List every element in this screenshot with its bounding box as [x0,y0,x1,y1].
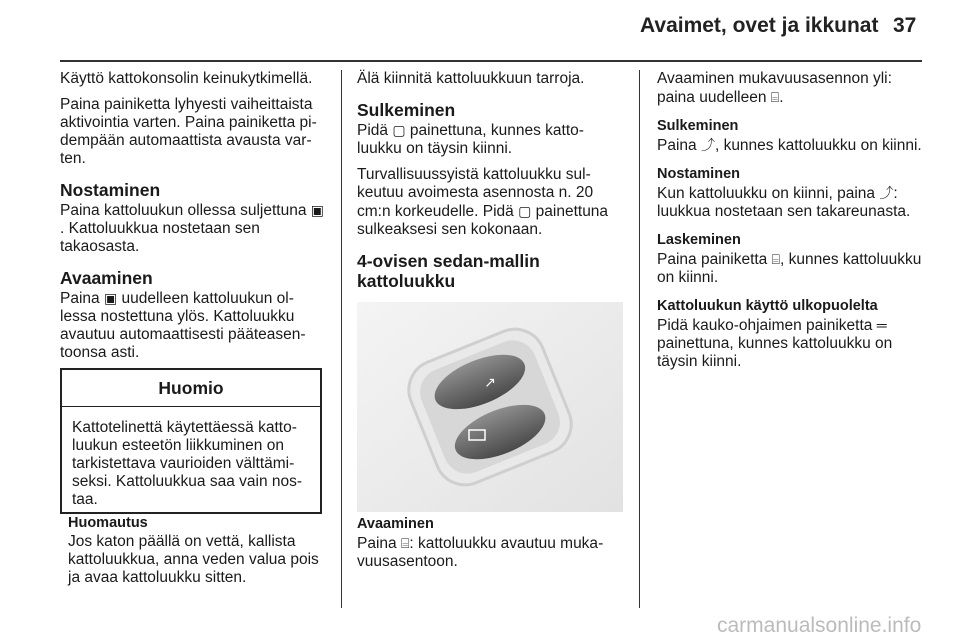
paragraph-safety: Turvallisuussyistä kattoluukku sulkeutuu avoimesta asennosta n. 20 cm:n korkeudelle. Pidä ▢ painettuna sulkeaksesi sen kokonaan. [357,166,609,238]
paragraph-avaaminen: Paina ▣ uudelleen kattoluukun ollessa nostettuna ylös. Kattoluukku avautuu automaattisesti pääteasentoonsa asti. [60,290,306,361]
header-rule [60,60,922,62]
paragraph-sulkeminen-2: Paina ⤴, kunnes kattoluukku on kiinni. [657,137,922,154]
heading-sulkeminen: Sulkeminen [357,100,456,120]
note-title: Huomautus [68,515,148,531]
column-1 [60,70,324,370]
heading-nostaminen: Nostaminen [60,180,161,200]
column-divider-1 [341,70,342,608]
paragraph-laskeminen: Paina painiketta ⌸, kunnes kattoluukku on kiinni. [657,251,922,286]
tilt-roof-icon: ▣ [103,290,118,306]
note-text: Jos katon päällä on vettä, kallista kattoluukkua, anna veden valua pois ja avaa kattoluukku sitten. [68,533,319,586]
sunroof-switch-photo [357,302,623,512]
open-roof-icon: ⌸ [771,251,781,267]
heading-avaaminen-sedan: Avaaminen [357,516,434,532]
heading-laskeminen: Laskeminen [657,232,741,248]
caution-box-text: Kattotelinettä käytettäessä kattoluukun esteetön liikkuminen on tarkistettava vaurioiden välttämiseksi. Kattoluukkua saa vain nostaa. [72,419,303,508]
paragraph-open-beyond: Avaaminen mukavuusasennon yli: paina uudelleen ⌸. [657,70,892,106]
open-roof-icon: ⌸ [400,535,410,551]
remote-lock-icon: ═ [876,317,887,333]
paragraph-rocker-switch: Käyttö kattokonsolin keinukytkimellä. [60,70,313,87]
page-number: 37 [893,14,917,37]
heading-avaaminen: Avaaminen [60,268,153,288]
tilt-roof-icon: ▣ [310,202,324,218]
paragraph-nostaminen-2: Kun kattoluukku on kiinni, paina ⤴: luukkua nostetaan sen takareunasta. [657,185,911,220]
paragraph-no-stickers: Älä kiinnitä kattoluukkuun tarroja. [357,70,585,87]
column-divider-2 [639,70,640,608]
close-roof-icon: ▢ [392,122,406,138]
tilt-arrow-icon: ⤴ [700,137,715,153]
caution-box-title: Huomio [62,370,320,407]
paragraph-press-button: Paina painiketta lyhyesti vaiheittaista aktivointia varten. Paina painiketta pidempään automaattista avausta varten. [60,96,317,167]
paragraph-avaaminen-sedan: Paina ⌸: kattoluukku avautuu mukavuusasentoon. [357,535,604,570]
paragraph-nostaminen: Paina kattoluukun ollessa suljettuna ▣. Kattoluukkua nostetaan sen takaosasta. [60,202,324,255]
open-roof-icon: ⌸ [770,89,780,105]
page-header-title: Avaimet, ovet ja ikkunat [640,14,879,37]
column-3 [657,70,927,379]
column-2 [357,70,623,292]
paragraph-ulkopuolelta: Pidä kauko-ohjaimen painiketta ═ painettuna, kunnes kattoluukku on täysin kiinni. [657,317,893,370]
heading-ulkopuolelta: Kattoluukun käyttö ulkopuolelta [657,298,878,314]
heading-nostaminen-2: Nostaminen [657,166,740,182]
note-block [68,514,330,595]
caution-box [60,368,322,514]
watermark: carmanualsonline.info [717,614,922,637]
column-2-bottom [357,515,627,579]
svg-text:↗: ↗ [484,375,496,391]
heading-sedan-sunroof: 4-ovisen sedan-mallin kattoluukku [357,251,540,291]
heading-sulkeminen-2: Sulkeminen [657,118,739,134]
tilt-arrow-icon: ⤴ [879,185,894,201]
close-roof-icon: ▢ [518,203,532,219]
paragraph-sulkeminen: Pidä ▢ painettuna, kunnes kattoluukku on täysin kiinni. [357,122,584,157]
